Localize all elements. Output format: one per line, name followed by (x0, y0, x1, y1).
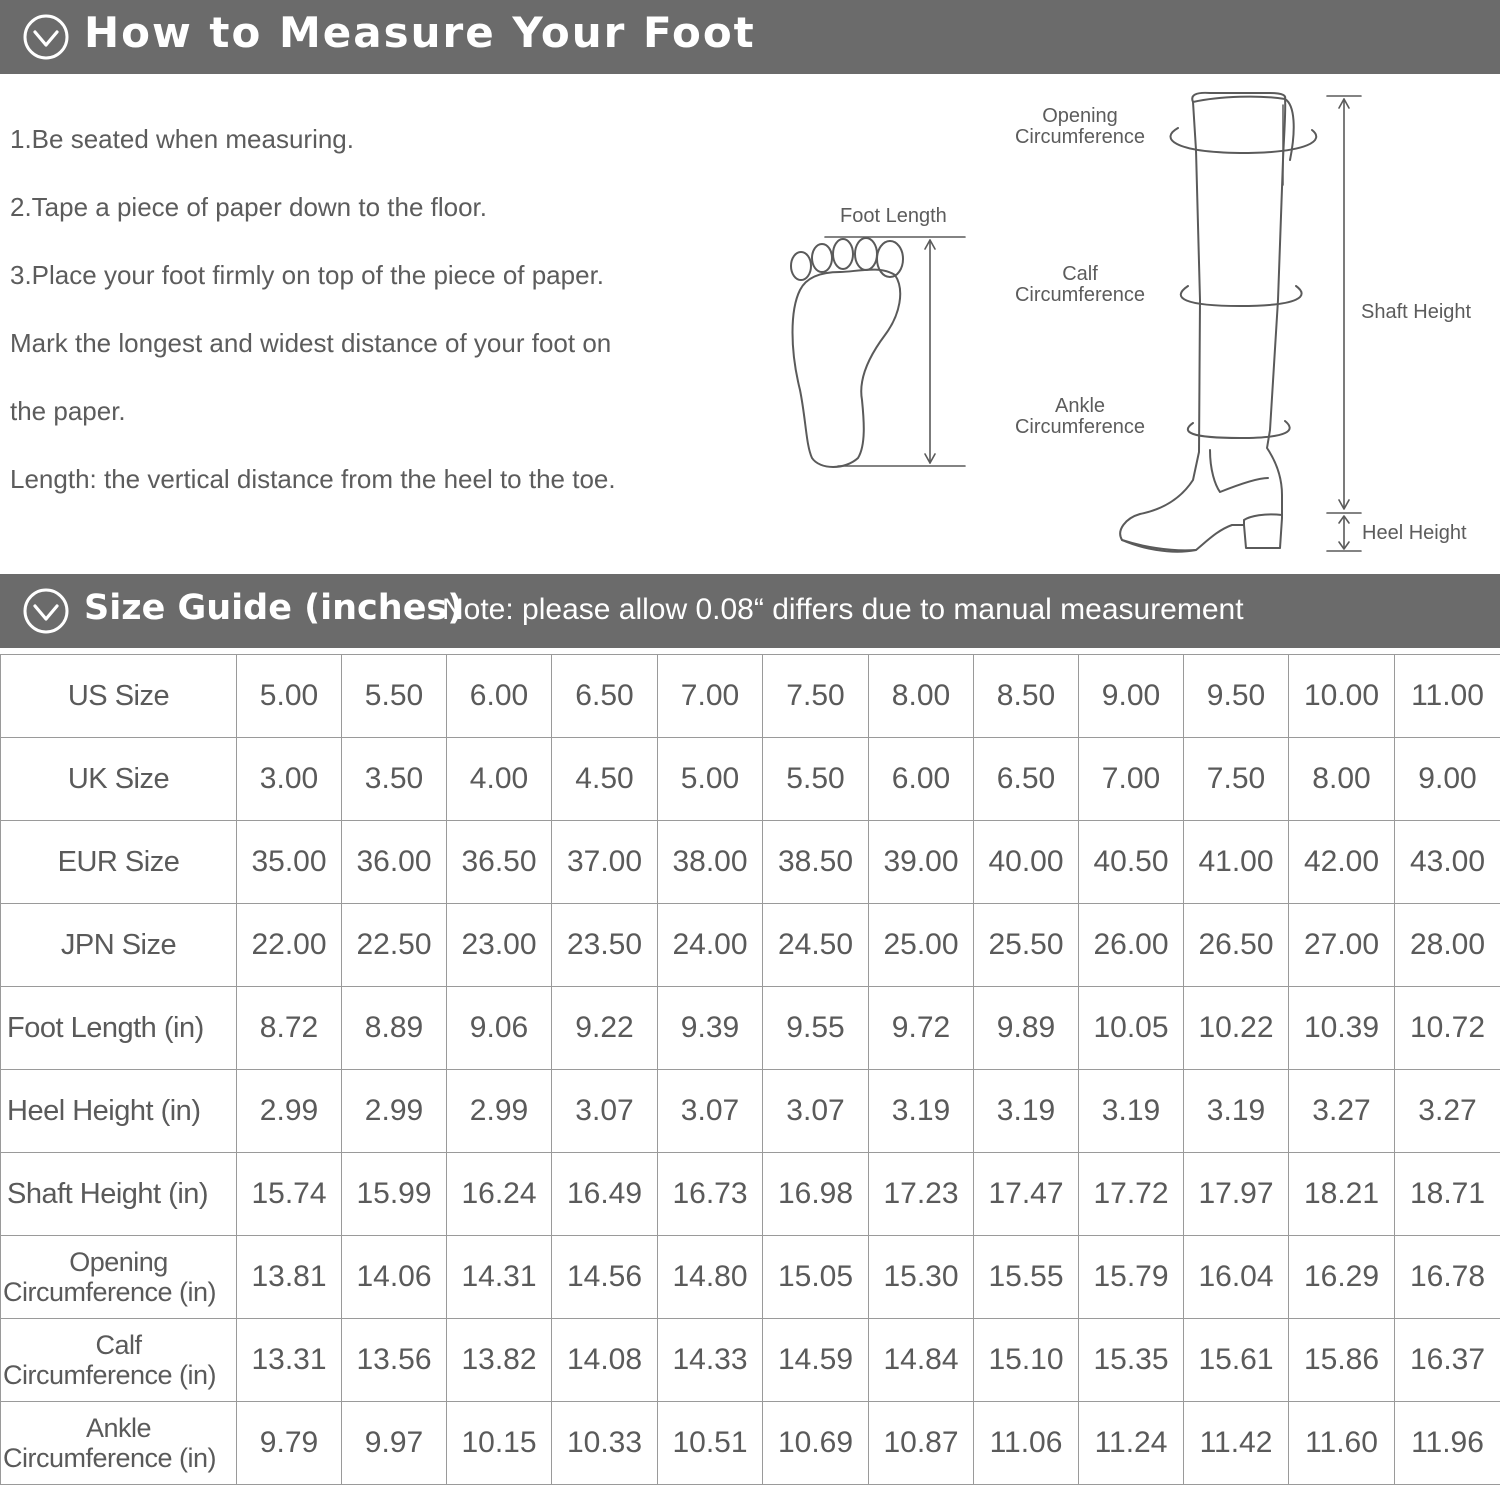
chevron-down-circle-icon (22, 587, 70, 635)
table-cell: 38.00 (658, 821, 763, 904)
table-cell: 2.99 (447, 1070, 552, 1153)
heel-height-label: Heel Height (1362, 522, 1467, 544)
table-cell: 7.00 (658, 655, 763, 738)
table-cell: 2.99 (237, 1070, 342, 1153)
table-cell: 15.30 (869, 1236, 974, 1319)
table-cell: 9.79 (237, 1402, 342, 1485)
table-cell: 18.21 (1289, 1153, 1395, 1236)
table-cell: 10.15 (447, 1402, 552, 1485)
table-cell: 15.86 (1289, 1319, 1395, 1402)
table-cell: 3.07 (552, 1070, 658, 1153)
table-cell: 11.96 (1395, 1402, 1500, 1485)
table-cell: 6.50 (552, 655, 658, 738)
table-cell: 5.00 (237, 655, 342, 738)
table-cell: 7.00 (1079, 738, 1184, 821)
table-cell: 43.00 (1395, 821, 1500, 904)
table-cell: 35.00 (237, 821, 342, 904)
row-header: US Size (1, 655, 237, 738)
table-cell: 16.37 (1395, 1319, 1500, 1402)
table-cell: 15.35 (1079, 1319, 1184, 1402)
table-cell: 27.00 (1289, 904, 1395, 987)
table-cell: 25.50 (974, 904, 1079, 987)
table-cell: 10.00 (1289, 655, 1395, 738)
table-cell: 41.00 (1184, 821, 1289, 904)
table-cell: 14.31 (447, 1236, 552, 1319)
table-row (1, 1153, 1500, 1236)
table-cell: 14.56 (552, 1236, 658, 1319)
table-cell: 14.84 (869, 1319, 974, 1402)
table-cell: 4.00 (447, 738, 552, 821)
table-cell: 15.99 (342, 1153, 447, 1236)
table-cell: 14.59 (763, 1319, 869, 1402)
label-line: Ankle (1054, 395, 1106, 417)
table-cell: 3.07 (658, 1070, 763, 1153)
boot-icon (1120, 93, 1316, 552)
table-cell: 9.39 (658, 987, 763, 1070)
size-guide-title: Size Guide (inches) (84, 588, 464, 628)
table-cell: 40.00 (974, 821, 1079, 904)
table-cell: 3.27 (1395, 1070, 1500, 1153)
table-row (1, 821, 1500, 904)
table-cell: 16.98 (763, 1153, 869, 1236)
row-header-line: Calf (95, 1330, 142, 1360)
table-cell: 9.00 (1395, 738, 1500, 821)
table-cell: 5.50 (342, 655, 447, 738)
row-header: JPN Size (1, 904, 237, 987)
table-cell: 13.56 (342, 1319, 447, 1402)
table-cell: 23.50 (552, 904, 658, 987)
table-cell: 25.00 (869, 904, 974, 987)
footprint-icon (791, 238, 903, 467)
measure-title: How to Measure Your Foot (84, 8, 756, 57)
table-cell: 14.06 (342, 1236, 447, 1319)
table-cell: 17.72 (1079, 1153, 1184, 1236)
table-cell: 37.00 (552, 821, 658, 904)
table-cell: 17.97 (1184, 1153, 1289, 1236)
table-cell: 11.24 (1079, 1402, 1184, 1485)
row-header-line: Circumference (in) (3, 1443, 217, 1473)
table-cell: 40.50 (1079, 821, 1184, 904)
table-cell: 9.89 (974, 987, 1079, 1070)
row-header: Foot Length (in) (1, 987, 237, 1070)
instruction-step: 2.Tape a piece of paper down to the floor. (10, 192, 488, 222)
table-cell: 9.06 (447, 987, 552, 1070)
row-header (1, 1319, 237, 1402)
instruction-step: Mark the longest and widest distance of your foot on (10, 328, 612, 358)
table-cell: 10.05 (1079, 987, 1184, 1070)
table-cell: 8.00 (1289, 738, 1395, 821)
table-cell: 6.00 (447, 655, 552, 738)
table-cell: 16.78 (1395, 1236, 1500, 1319)
table-cell: 3.19 (1079, 1070, 1184, 1153)
instruction-step: Length: the vertical distance from the heel to the toe. (10, 464, 616, 494)
label-line: Opening (1042, 105, 1118, 127)
table-cell: 16.73 (658, 1153, 763, 1236)
table-cell: 16.29 (1289, 1236, 1395, 1319)
table-cell: 9.72 (869, 987, 974, 1070)
table-cell: 15.74 (237, 1153, 342, 1236)
table-cell: 10.72 (1395, 987, 1500, 1070)
table-cell: 9.22 (552, 987, 658, 1070)
label-line: Circumference (1014, 284, 1146, 306)
table-cell: 7.50 (763, 655, 869, 738)
table-row (1, 1402, 1500, 1485)
table-cell: 15.10 (974, 1319, 1079, 1402)
table-cell: 5.00 (658, 738, 763, 821)
table-cell: 24.50 (763, 904, 869, 987)
table-cell: 5.50 (763, 738, 869, 821)
table-cell: 8.00 (869, 655, 974, 738)
table-cell: 10.39 (1289, 987, 1395, 1070)
table-cell: 10.22 (1184, 987, 1289, 1070)
measurement-diagram (0, 0, 1500, 574)
opening-circumference-label (1000, 106, 1160, 148)
table-row (1, 1070, 1500, 1153)
table-cell: 15.79 (1079, 1236, 1184, 1319)
table-row (1, 987, 1500, 1070)
row-header (1, 1402, 237, 1485)
row-header: Shaft Height (in) (1, 1153, 237, 1236)
table-cell: 3.27 (1289, 1070, 1395, 1153)
row-header-line: Circumference (in) (3, 1277, 217, 1307)
table-cell: 8.89 (342, 987, 447, 1070)
table-cell: 6.50 (974, 738, 1079, 821)
row-header: UK Size (1, 738, 237, 821)
table-cell: 11.06 (974, 1402, 1079, 1485)
table-cell: 10.51 (658, 1402, 763, 1485)
label-line: Circumference (1014, 416, 1146, 438)
table-cell: 3.19 (869, 1070, 974, 1153)
table-cell: 3.00 (237, 738, 342, 821)
label-line: Calf (1062, 263, 1098, 285)
ankle-circumference-label (1000, 396, 1160, 438)
row-header-line: Circumference (in) (3, 1360, 217, 1390)
table-row (1, 904, 1500, 987)
table-cell: 3.19 (1184, 1070, 1289, 1153)
table-cell: 22.00 (237, 904, 342, 987)
table-cell: 15.55 (974, 1236, 1079, 1319)
table-cell: 3.07 (763, 1070, 869, 1153)
size-guide-header (0, 574, 1500, 648)
table-cell: 10.87 (869, 1402, 974, 1485)
table-cell: 22.50 (342, 904, 447, 987)
row-header: EUR Size (1, 821, 237, 904)
table-cell: 13.81 (237, 1236, 342, 1319)
table-cell: 7.50 (1184, 738, 1289, 821)
table-cell: 14.08 (552, 1319, 658, 1402)
size-guide-note: Note: please allow 0.08“ differs due to manual measurement (442, 593, 1244, 626)
table-cell: 9.55 (763, 987, 869, 1070)
table-cell: 15.05 (763, 1236, 869, 1319)
table-cell: 11.42 (1184, 1402, 1289, 1485)
table-cell: 36.00 (342, 821, 447, 904)
table-cell: 3.19 (974, 1070, 1079, 1153)
table-cell: 2.99 (342, 1070, 447, 1153)
table-cell: 8.50 (974, 655, 1079, 738)
table-cell: 9.97 (342, 1402, 447, 1485)
table-cell: 16.49 (552, 1153, 658, 1236)
table-cell: 17.47 (974, 1153, 1079, 1236)
table-cell: 36.50 (447, 821, 552, 904)
row-header (1, 1236, 237, 1319)
table-row (1, 655, 1500, 738)
table-cell: 42.00 (1289, 821, 1395, 904)
table-cell: 11.00 (1395, 655, 1500, 738)
table-cell: 4.50 (552, 738, 658, 821)
table-cell: 14.80 (658, 1236, 763, 1319)
table-cell: 9.00 (1079, 655, 1184, 738)
table-cell: 14.33 (658, 1319, 763, 1402)
table-cell: 23.00 (447, 904, 552, 987)
table-cell: 15.61 (1184, 1319, 1289, 1402)
label-line: Circumference (1014, 126, 1146, 148)
table-cell: 39.00 (869, 821, 974, 904)
table-cell: 28.00 (1395, 904, 1500, 987)
table-cell: 9.50 (1184, 655, 1289, 738)
shaft-height-label: Shaft Height (1361, 301, 1472, 323)
foot-length-label: Foot Length (840, 205, 947, 227)
table-row (1, 1236, 1500, 1319)
table-cell: 6.00 (869, 738, 974, 821)
table-cell: 10.69 (763, 1402, 869, 1485)
size-chart-table (0, 654, 1500, 1485)
table-cell: 18.71 (1395, 1153, 1500, 1236)
table-cell: 24.00 (658, 904, 763, 987)
table-cell: 38.50 (763, 821, 869, 904)
table-cell: 8.72 (237, 987, 342, 1070)
row-header-line: Opening (69, 1247, 168, 1277)
calf-circumference-label (1000, 264, 1160, 306)
shaft-height-marker (1327, 96, 1361, 551)
table-cell: 13.82 (447, 1319, 552, 1402)
table-cell: 3.50 (342, 738, 447, 821)
table-cell: 13.31 (237, 1319, 342, 1402)
instruction-step: the paper. (10, 396, 126, 426)
row-header-line: Ankle (85, 1413, 152, 1443)
row-header: Heel Height (in) (1, 1070, 237, 1153)
table-cell: 16.24 (447, 1153, 552, 1236)
table-cell: 26.50 (1184, 904, 1289, 987)
table-row (1, 1319, 1500, 1402)
table-cell: 17.23 (869, 1153, 974, 1236)
table-cell: 11.60 (1289, 1402, 1395, 1485)
instruction-step: 1.Be seated when measuring. (10, 124, 354, 154)
table-cell: 10.33 (552, 1402, 658, 1485)
instruction-step: 3.Place your foot firmly on top of the piece of paper. (10, 260, 605, 290)
table-row (1, 738, 1500, 821)
table-cell: 26.00 (1079, 904, 1184, 987)
table-cell: 16.04 (1184, 1236, 1289, 1319)
